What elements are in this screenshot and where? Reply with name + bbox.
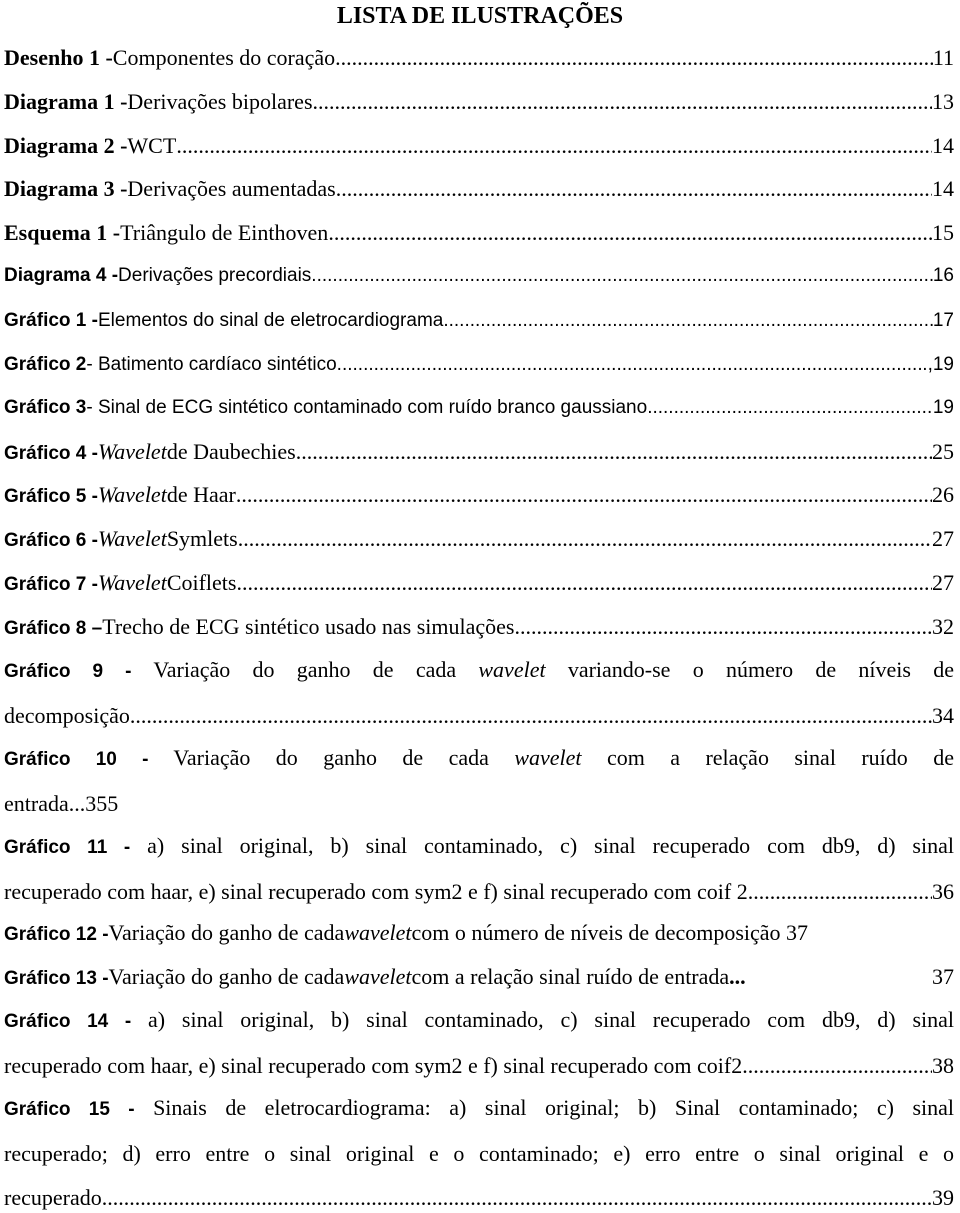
- toc-entry[interactable]: [4, 218, 954, 248]
- toc-entry[interactable]: [4, 131, 954, 161]
- entry-text-italic: Wavelet: [97, 439, 167, 464]
- toc-entry[interactable]: [4, 261, 954, 291]
- page-number: 26: [932, 482, 954, 507]
- entry-label: Gráfico 12 -: [4, 924, 109, 945]
- page-number: 14: [932, 176, 954, 201]
- page-number: 13: [932, 89, 954, 114]
- toc-entry[interactable]: [4, 524, 954, 554]
- toc-entry[interactable]: [4, 174, 954, 204]
- page-number: .,19: [922, 354, 954, 375]
- entry-text-italic: Wavelet: [97, 570, 167, 595]
- entry-text-italic: wavelet: [478, 657, 546, 682]
- toc-entry[interactable]: [4, 962, 954, 992]
- dot-leader: [130, 701, 932, 731]
- entry-line: [4, 1139, 954, 1169]
- page-number: 36: [932, 879, 954, 904]
- page-number: 32: [932, 614, 954, 639]
- entry-text: WCT: [127, 133, 177, 158]
- dot-leader: ...: [729, 964, 746, 989]
- toc-entry[interactable]: [4, 87, 954, 117]
- entry-text-italic: Wavelet: [97, 526, 167, 551]
- entry-text: Triângulo de Einthoven: [120, 220, 329, 245]
- page-title: LISTA DE ILUSTRAÇÕES: [336, 3, 624, 29]
- toc-entry[interactable]: [4, 1005, 954, 1081]
- dot-leader: [336, 174, 932, 204]
- toc-entry[interactable]: [4, 918, 954, 948]
- entry-text-italic: wavelet: [514, 745, 582, 770]
- entry-label: Gráfico 10 -: [4, 749, 149, 770]
- entry-line: [4, 655, 954, 687]
- entry-label: Gráfico 9 -: [4, 661, 132, 682]
- entry-label: Diagrama 2 -: [4, 133, 128, 158]
- page-number: 17: [932, 310, 954, 331]
- entry-text: Componentes do coração: [112, 45, 336, 70]
- entry-text: Derivações precordiais: [118, 265, 312, 286]
- entry-text: - Sinal de ECG sintético contaminado com ruído branco gaussiano: [86, 397, 648, 418]
- entry-text-continued: entrada: [4, 791, 69, 816]
- page-number: 15: [932, 220, 954, 245]
- entry-text-continued: recuperado; d) erro entre o sinal original e o contaminado; e) erro entre o sinal original e o: [4, 1141, 954, 1166]
- entry-label: Gráfico 6 -: [4, 530, 98, 551]
- entry-label: Gráfico 15 -: [4, 1099, 135, 1120]
- toc-entry[interactable]: [4, 1093, 954, 1213]
- entry-label: Diagrama 3 -: [4, 176, 128, 201]
- dot-leader: [236, 480, 932, 510]
- dot-leader: [328, 218, 932, 248]
- toc-entry[interactable]: [4, 612, 954, 642]
- page-number: 27: [932, 570, 954, 595]
- toc-entry[interactable]: [4, 306, 954, 336]
- entry-text-continued: decomposição: [4, 703, 130, 728]
- dot-leader: [514, 612, 932, 642]
- entry-label: Desenho 1 -: [4, 45, 113, 70]
- entry-label: Esquema 1 -: [4, 220, 121, 245]
- entry-text-italic: Wavelet: [97, 482, 167, 507]
- dot-leader: [236, 568, 932, 598]
- entry-label: Gráfico 1 -: [4, 310, 98, 331]
- entry-label: Diagrama 4 -: [4, 265, 119, 286]
- page-number: 25: [932, 439, 954, 464]
- dot-leader: [335, 43, 933, 73]
- entry-text: com a relação sinal ruído de: [581, 745, 954, 770]
- toc-entry[interactable]: [4, 350, 954, 380]
- entry-text-prefix: Variação do ganho de cada: [131, 657, 479, 682]
- entry-text-italic: wavelet: [344, 920, 412, 945]
- entry-text: - Batimento cardíaco sintético: [86, 354, 337, 375]
- toc-entry[interactable]: [4, 568, 954, 598]
- entry-text: Elementos do sinal de eletrocardiograma: [97, 310, 444, 331]
- toc-entry[interactable]: [4, 43, 954, 73]
- entry-label: Gráfico 14 -: [4, 1011, 132, 1032]
- entry-text: Derivações bipolares: [127, 89, 313, 114]
- entry-text: Symlets: [166, 526, 238, 551]
- page-number: 16: [932, 265, 954, 286]
- page-number: 38: [932, 1053, 954, 1078]
- entry-label: Gráfico 4 -: [4, 443, 98, 464]
- toc-entry[interactable]: [4, 655, 954, 731]
- entry-line: [4, 1005, 954, 1037]
- dot-leader: [296, 437, 932, 467]
- toc-entry[interactable]: [4, 831, 954, 907]
- page-number: 11: [932, 45, 954, 70]
- dot-leader: [102, 1183, 932, 1213]
- entry-text-prefix: Variação do ganho de cada: [148, 745, 515, 770]
- entry-text: a) sinal original, b) sinal contaminado, c) sinal recuperado com db9, d) sinal: [131, 1007, 955, 1032]
- entry-label: Gráfico 8 –: [4, 618, 103, 639]
- dot-leader: [742, 1051, 932, 1081]
- entry-label: Gráfico 11 -: [4, 837, 131, 858]
- dot-leader: [647, 393, 933, 423]
- dot-leader: [238, 524, 932, 554]
- entry-label: Gráfico 5 -: [4, 486, 98, 507]
- entry-text: de Haar: [166, 482, 236, 507]
- dot-leader: [337, 350, 923, 380]
- entry-label: Gráfico 13 -: [4, 968, 109, 989]
- entry-label: Gráfico 2: [4, 354, 87, 375]
- entry-text-continued: recuperado com haar, e) sinal recuperado com sym2 e f) sinal recuperado com coif 2: [4, 879, 748, 904]
- toc-entry[interactable]: [4, 743, 954, 819]
- entry-text-continued: recuperado com haar, e) sinal recuperado com sym2 e f) sinal recuperado com coif2: [4, 1053, 743, 1078]
- entry-text: Trecho de ECG sintético usado nas simulações: [102, 614, 515, 639]
- toc-entry[interactable]: [4, 393, 954, 423]
- entry-text: a) sinal original, b) sinal contaminado, c) sinal recuperado com db9, d) sinal: [130, 833, 954, 858]
- entry-text: variando-se o número de níveis de: [545, 657, 954, 682]
- dot-leader: [313, 87, 932, 117]
- entry-label: Diagrama 1 -: [4, 89, 128, 114]
- entry-line: [4, 1093, 954, 1125]
- entry-line: [4, 743, 954, 775]
- entry-text-prefix: Variação do ganho de cada: [108, 964, 345, 989]
- entry-text: Coiflets: [166, 570, 237, 595]
- dot-leader: [311, 261, 933, 291]
- entry-text: Derivações aumentadas: [127, 176, 336, 201]
- entry-text-italic: wavelet: [344, 964, 412, 989]
- page-number: 39: [932, 1185, 954, 1210]
- dot-leader: [443, 306, 933, 336]
- entry-line: [4, 831, 954, 863]
- entry-label: Gráfico 7 -: [4, 574, 98, 595]
- entry-label: Gráfico 3: [4, 397, 87, 418]
- page-number: 34: [932, 703, 954, 728]
- dot-leader: [176, 131, 932, 161]
- page-number: 14: [932, 133, 954, 158]
- entry-text: com o número de níveis de decomposição 37: [411, 920, 809, 945]
- entry-text-continued: recuperado: [4, 1185, 102, 1210]
- page-number: 19: [932, 397, 954, 418]
- toc-entry[interactable]: [4, 480, 954, 510]
- entry-text: com a relação sinal ruído de entrada: [411, 964, 730, 989]
- toc-entry[interactable]: [4, 437, 954, 467]
- entry-text-prefix: Variação do ganho de cada: [108, 920, 345, 945]
- page-number: ...355: [68, 791, 119, 816]
- entry-text: Sinais de eletrocardiograma: a) sinal original; b) Sinal contaminado; c) sinal: [134, 1095, 954, 1120]
- dot-leader: [748, 877, 932, 907]
- page-number: 37: [932, 964, 954, 989]
- page-number: 27: [932, 526, 954, 551]
- entry-text: de Daubechies: [166, 439, 296, 464]
